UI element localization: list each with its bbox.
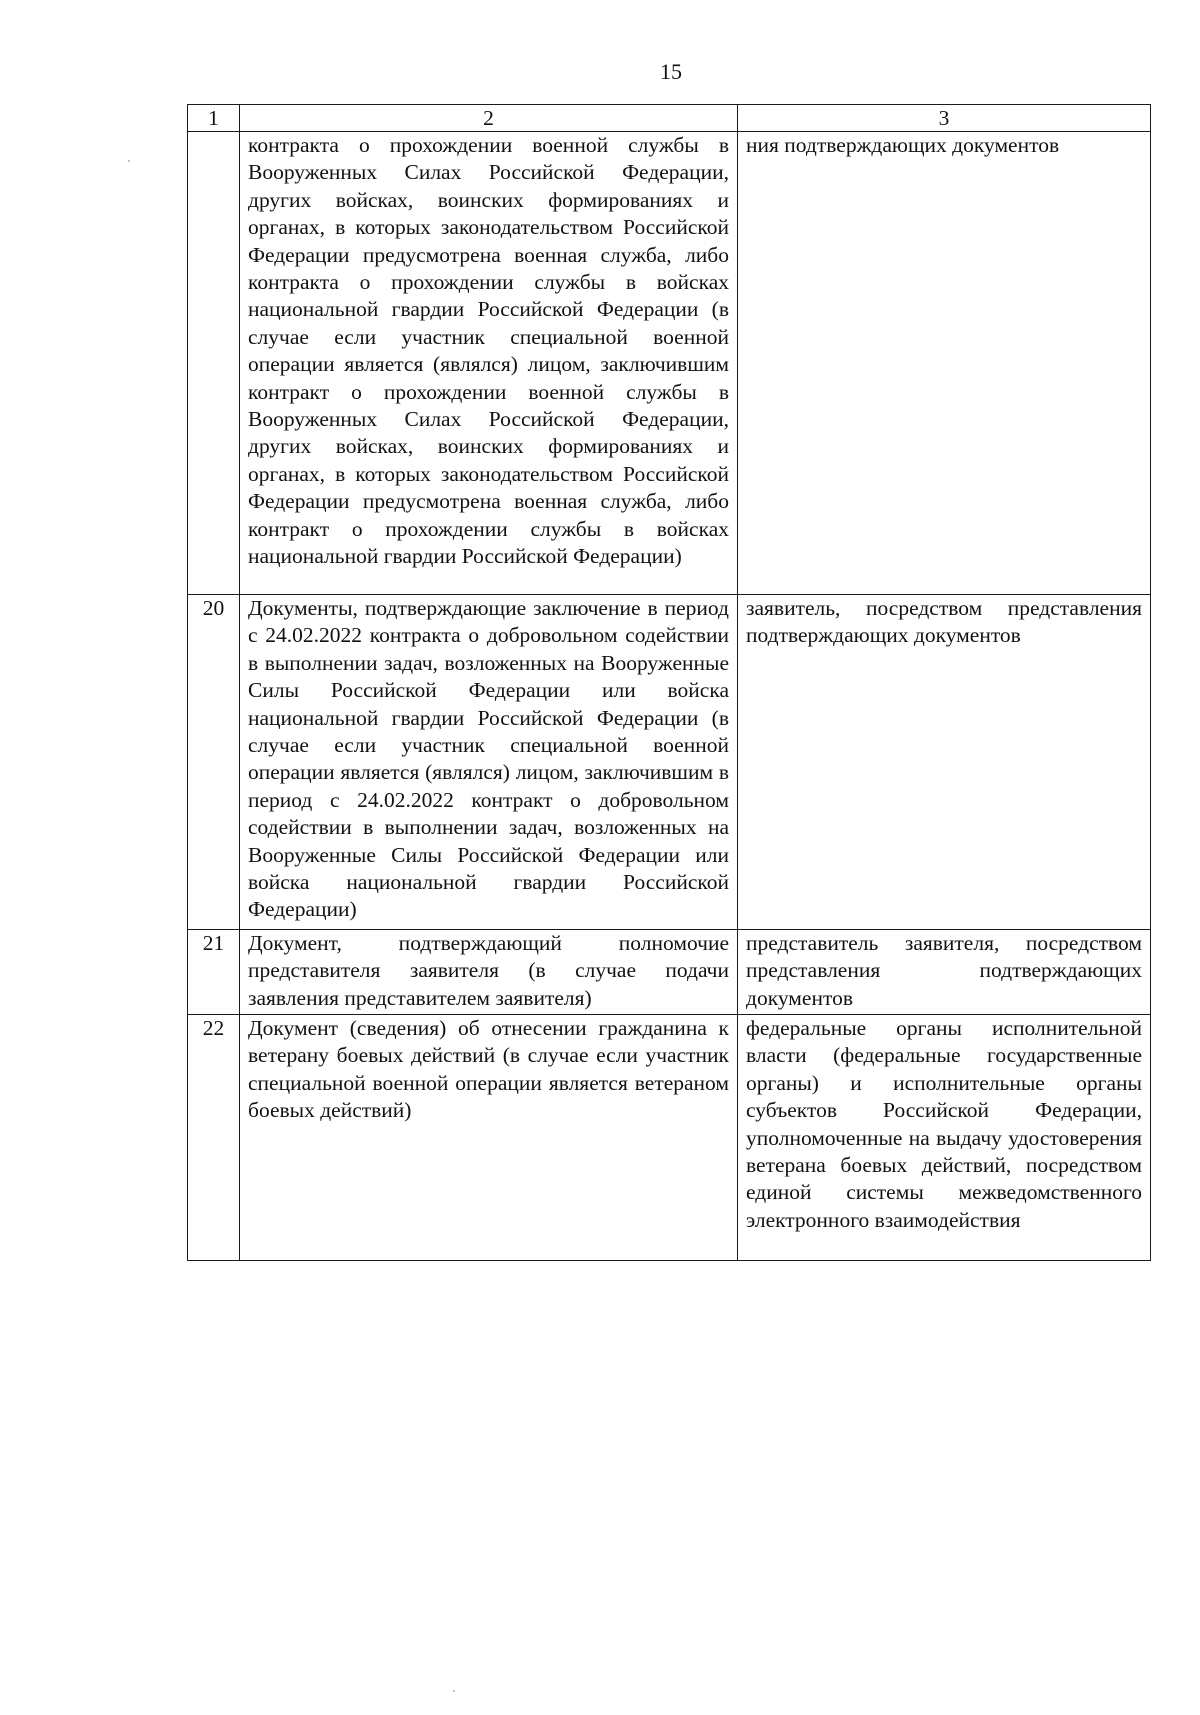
scan-speck — [453, 1690, 455, 1692]
table-row — [188, 930, 1151, 1015]
row-source: ния подтверждающих документов — [738, 132, 1151, 595]
header-col-1: 1 — [188, 105, 240, 132]
page-number: 15 — [660, 59, 682, 84]
row-number — [188, 132, 240, 595]
row-description: Документ, подтверждающий полномочие представителя заявителя (в случае подачи заявления представителем заявителя) — [240, 930, 738, 1015]
header-col-3: 3 — [738, 105, 1151, 132]
row-description: контракта о прохождении военной службы в Вооруженных Силах Российской Федерации, других войсках, воинских формированиях и органах, в которых законодательством Российской Федерации предусмотрена военная служба, либо контракта о прохождении службы в войсках национальной гвардии Российской Федерации (в случае если участник специальной военной операции является (являлся) лицом, заключившим контракт о прохождении военной службы в Вооруженных Силах Российской Федерации, других войсках, воинских формированиях и органах, в которых законодательством Российской Федерации предусмотрена военная служба, либо контракт о прохождении службы в войсках национальной гвардии Российской Федерации) — [240, 132, 738, 595]
row-number: 22 — [188, 1015, 240, 1261]
table-header-row — [188, 105, 1151, 132]
table-row — [188, 595, 1151, 930]
header-col-2: 2 — [240, 105, 738, 132]
row-source: федеральные органы исполнительной власти (федеральные государственные органы) и исполнительные органы субъектов Российской Федерации, уполномоченные на выдачу удостоверения ветерана боевых действий, посредством единой системы межведомственного электронного взаимодействия — [738, 1015, 1151, 1261]
row-source: заявитель, посредством представления подтверждающих документов — [738, 595, 1151, 930]
row-description: Документ (сведения) об отнесении гражданина к ветерану боевых действий (в случае если участник специальной военной операции является ветераном боевых действий) — [240, 1015, 738, 1261]
row-source: представитель заявителя, посредством представления подтверждающих документов — [738, 930, 1151, 1015]
row-number: 20 — [188, 595, 240, 930]
row-number: 21 — [188, 930, 240, 1015]
scan-speck — [128, 160, 130, 162]
row-description: Документы, подтверждающие заключение в период с 24.02.2022 контракта о добровольном содействии в выполнении задач, возложенных на Вооруженные Силы Российской Федерации или войска национальной гвардии Российской Федерации (в случае если участник специальной военной операции является (являлся) лицом, заключившим в период с 24.02.2022 контракт о добровольном содействии в выполнении задач, возложенных на Вооруженные Силы Российской Федерации или войска национальной гвардии Российской Федерации) — [240, 595, 738, 930]
table-row — [188, 1015, 1151, 1261]
table-row — [188, 132, 1151, 595]
documents-table — [187, 104, 1151, 1261]
